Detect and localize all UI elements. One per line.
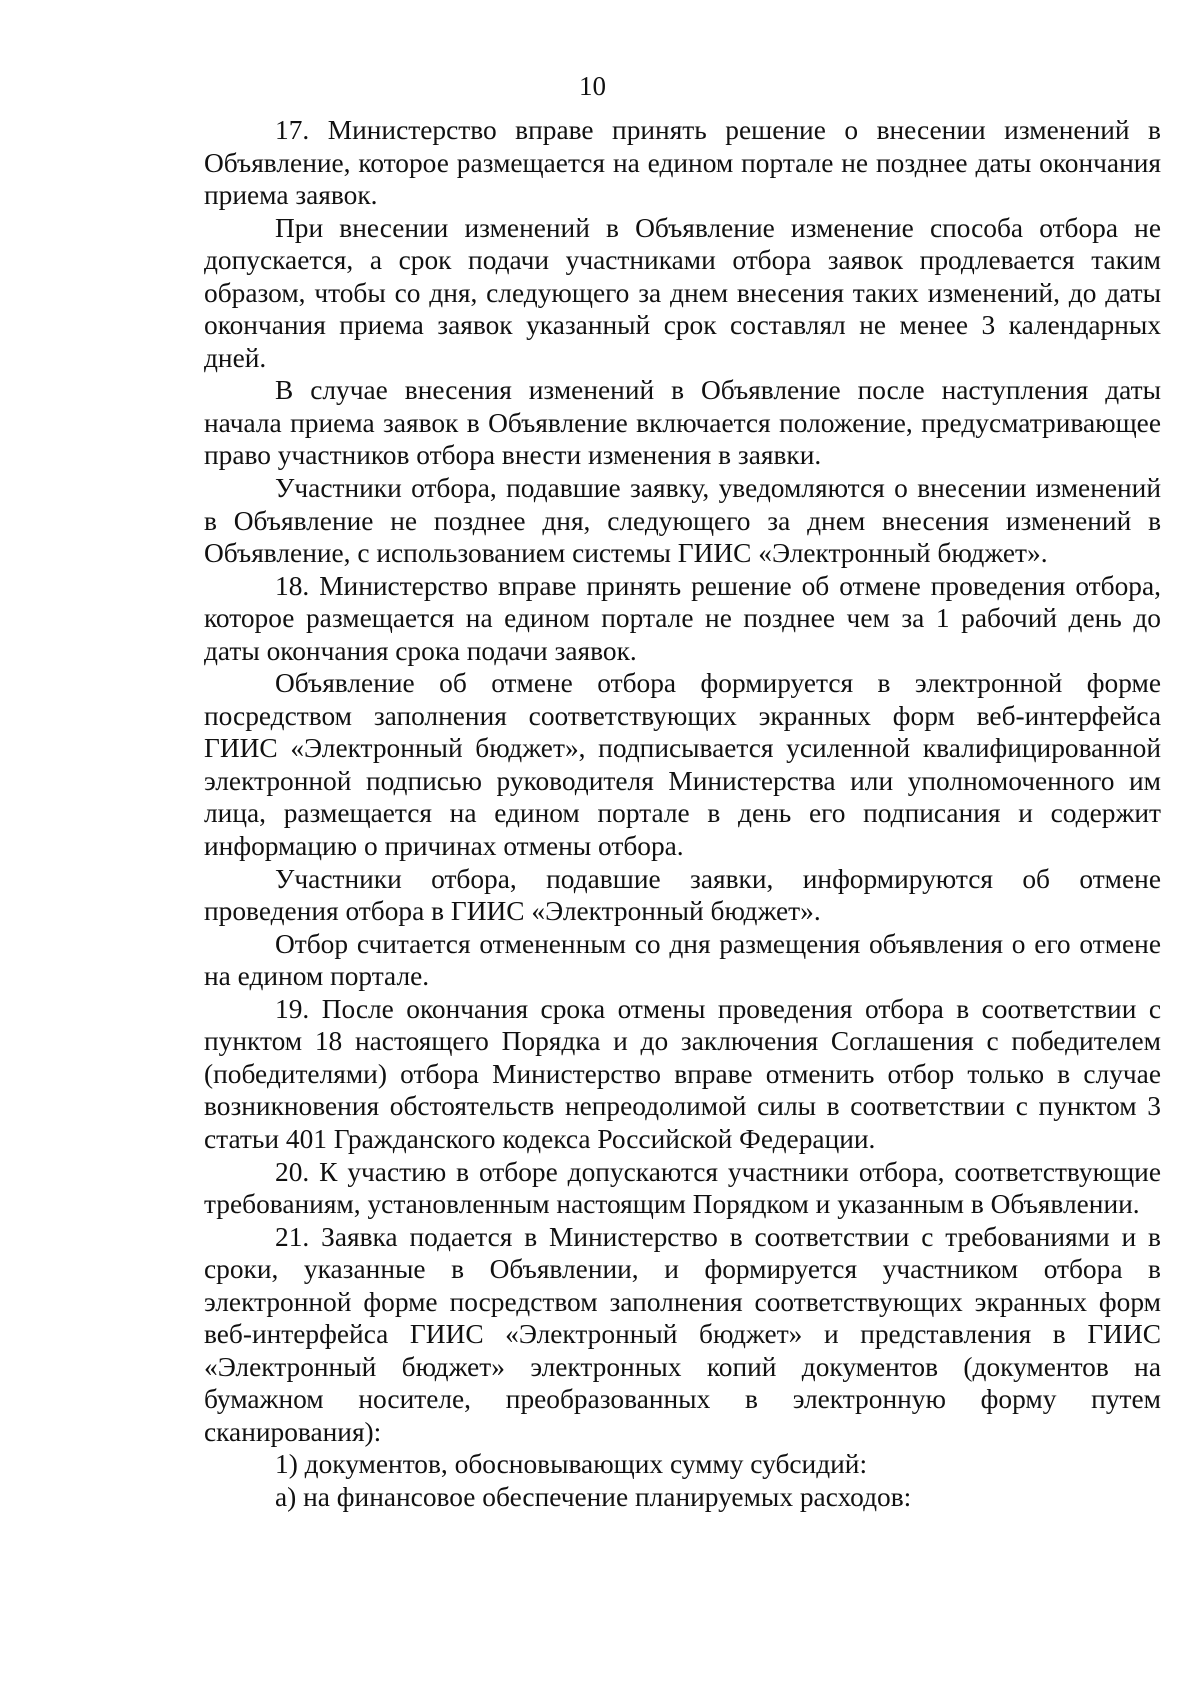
paragraph-18-cancellation-notice: Объявление об отмене отбора формируется в электронной форме посредством заполнения соответствующих экранных форм веб-интерфейса ГИИС «Электронный бюджет», подписывается усиленной квалифицированной электронной подписью руководителя Министерства или уполномоченного им лица, размещается на едином портале в день его подписания и содержит информацию о причинах отмены отбора. (204, 668, 1161, 862)
paragraph-18: 18. Министерство вправе принять решение об отмене проведения отбора, которое размещается на едином портале не позднее чем за 1 рабочий день до даты окончания срока подачи заявок. (204, 570, 1161, 666)
paragraph-17-amendments: При внесении изменений в Объявление изменение способа отбора не допускается, а срок подачи участниками отбора заявок продлевается таким образом, чтобы со дня, следующего за днем внесения таких изменений, до даты окончания приема заявок указанный срок составлял не менее 3 календарных дней. (204, 212, 1161, 373)
document-body (204, 114, 1161, 1514)
paragraph-18-cancelled-date: Отбор считается отмененным со дня размещения объявления о его отмене на едином портале. (204, 928, 1161, 992)
paragraph-18-participants-informed: Участники отбора, подавшие заявки, информируются об отмене проведения отбора в ГИИС «Электронный бюджет». (204, 863, 1161, 927)
paragraph-21: 21. Заявка подается в Министерство в соответствии с требованиями и в сроки, указанные в Объявлении, и формируется участником отбора в электронной форме посредством заполнения соответствующих экранных форм веб-интерфейса ГИИС «Электронный бюджет» и представления в ГИИС «Электронный бюджет» электронных копий документов (документов на бумажном носителе, преобразованных в электронную форму путем сканирования): (204, 1221, 1161, 1447)
paragraph-17: 17. Министерство вправе принять решение о внесении изменений в Объявление, которое размещается на едином портале не позднее даты окончания приема заявок. (204, 115, 1161, 211)
list-item-1: 1) документов, обосновывающих сумму субсидий: (275, 1449, 868, 1480)
list-item-a: а) на финансовое обеспечение планируемых расходов: (275, 1481, 912, 1512)
paragraph-17-after-start: В случае внесения изменений в Объявление после наступления даты начала приема заявок в Объявление включается положение, предусматривающее право участников отбора внести изменения в заявки. (204, 375, 1161, 471)
paragraph-17-notification: Участники отбора, подавшие заявку, уведомляются о внесении изменений в Объявление не позднее дня, следующего за днем внесения изменений в Объявление, с использованием системы ГИИС «Электронный бюджет». (204, 473, 1161, 569)
paragraph-20: 20. К участию в отборе допускаются участники отбора, соответствующие требованиям, установленным настоящим Порядком и указанным в Объявлении. (204, 1156, 1161, 1220)
page-number: 10 (579, 71, 606, 101)
paragraph-19: 19. После окончания срока отмены проведения отбора в соответствии с пунктом 18 настоящего Порядка и до заключения Соглашения с победителем (победителями) отбора Министерство вправе отменить отбор только в случае возникновения обстоятельств непреодолимой силы в соответствии с пунктом 3 статьи 401 Гражданского кодекса Российской Федерации. (204, 993, 1161, 1154)
